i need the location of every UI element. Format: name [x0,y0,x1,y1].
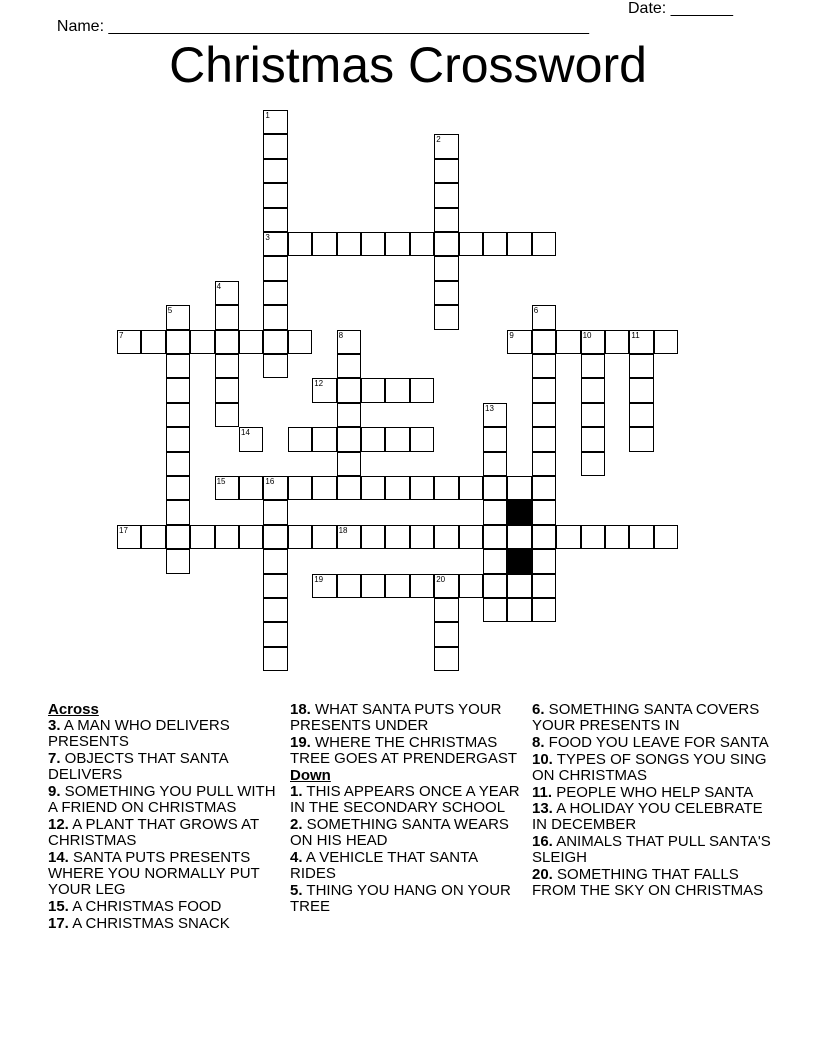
grid-cell[interactable] [263,574,287,598]
grid-cell[interactable] [263,208,287,232]
grid-cell[interactable] [263,476,287,500]
grid-cell[interactable] [263,134,287,158]
grid-cell[interactable] [556,525,580,549]
clue-number-label: 6. [532,701,545,718]
grid-cell[interactable] [434,574,458,598]
clue-text: OBJECTS THAT SANTA DELIVERS [48,750,228,784]
grid-cell[interactable] [215,525,239,549]
clue-number: 15 [216,477,226,486]
grid-cell[interactable] [263,354,287,378]
grid-cell[interactable] [361,525,385,549]
clue-number: 2 [436,135,441,145]
clue-text: A HOLIDAY YOU CELEBRATE IN DECEMBER [532,800,763,834]
grid-cell[interactable] [654,330,678,354]
grid-cell[interactable] [483,427,507,451]
grid-cell[interactable] [337,574,361,598]
grid-cell[interactable] [532,525,556,549]
grid-cell[interactable] [434,232,458,256]
grid-cell[interactable] [166,354,190,378]
grid-cell[interactable] [434,598,458,622]
grid-cell[interactable] [337,232,361,256]
grid-cell[interactable] [190,330,214,354]
grid-cell[interactable] [215,305,239,329]
grid-cell[interactable] [312,525,336,549]
grid-cell[interactable] [385,232,409,256]
grid-cell[interactable] [337,330,361,354]
grid-cell[interactable] [263,305,287,329]
clue-number-label: 17. [48,914,69,932]
clue-text: A CHRISTMAS FOOD [68,897,222,915]
down-clue [532,867,772,899]
clue-number-label: 11. [532,783,553,801]
clue-number-label: 14. [48,848,69,866]
grid-cell[interactable] [263,525,287,549]
grid-cell[interactable] [166,403,190,427]
grid-cell[interactable] [215,330,239,354]
grid-cell[interactable] [288,476,312,500]
grid-cell[interactable] [532,427,556,451]
clue-number-label: 12. [48,815,69,833]
clue-number: 11 [631,330,640,340]
clue-number-label: 16. [532,833,553,851]
down-clue [290,883,520,915]
grid-cell[interactable] [263,500,287,524]
page-title: Christmas Crossword [169,37,647,93]
down-clue [290,817,520,849]
grid-cell[interactable] [507,232,531,256]
grid-cell[interactable] [581,354,605,378]
grid-cell[interactable] [288,330,312,354]
clue-number: 6 [533,306,539,316]
grid-cell[interactable] [361,232,385,256]
grid-cell[interactable] [288,232,312,256]
grid-cell[interactable] [581,403,605,427]
grid-cell[interactable] [532,598,556,622]
grid-cell[interactable] [629,354,653,378]
clue-number: 16 [265,477,275,486]
clue-number: 14 [241,428,250,438]
down-heading: Down [290,766,331,784]
clue-number: 4 [216,281,222,291]
grid-cell[interactable] [410,232,434,256]
clue-number: 5 [167,306,173,316]
clue-text: A PLANT THAT GROWS AT CHRISTMAS [48,815,259,850]
grid-cell[interactable] [483,476,507,500]
grid-cell[interactable] [483,500,507,524]
grid-cell[interactable] [434,256,458,280]
clue-text: A MAN WHO DELIVERS PRESENTS [48,717,230,751]
clue-text: PEOPLE WHO HELP SANTA [552,783,754,801]
grid-cell[interactable] [507,574,531,598]
clue-number: 8 [338,330,344,340]
grid-cell[interactable] [581,452,605,476]
grid-cell[interactable] [483,403,507,427]
grid-cell[interactable] [532,330,556,354]
clue-number-label: 5. [290,881,303,899]
grid-cell[interactable] [410,574,434,598]
grid-cell[interactable] [312,427,336,451]
grid-cell[interactable] [263,598,287,622]
clue-number-label: 13. [532,800,553,818]
grid-cell[interactable] [532,305,556,329]
grid-cell[interactable] [483,549,507,573]
clue-number-label: 4. [290,848,303,866]
clue-text: SOMETHING SANTA COVERS YOUR PRESENTS IN [532,701,760,735]
grid-cell[interactable] [581,330,605,354]
across-clue [48,751,278,783]
clue-number: 9 [509,330,514,340]
grid-cell[interactable] [532,403,556,427]
clue-number-label: 8. [532,733,545,751]
across-clue [48,817,278,849]
grid-cell[interactable] [337,452,361,476]
clue-text: WHERE THE CHRISTMAS TREE GOES AT PRENDERGAST [290,733,517,768]
grid-cell[interactable] [263,622,287,646]
clue-number: 13 [485,403,494,413]
grid-cell[interactable] [288,427,312,451]
clue-number-label: 20. [532,866,553,884]
down-clue [532,785,772,801]
across-clue [48,784,278,816]
grid-cell[interactable] [629,427,653,451]
clue-number: 18 [338,525,348,535]
grid-cell[interactable] [166,452,190,476]
down-clue [290,784,520,816]
down-clue [532,752,772,784]
grid-cell[interactable] [385,525,409,549]
grid-cell[interactable] [459,476,483,500]
grid-cell[interactable] [581,525,605,549]
grid-cell[interactable] [532,500,556,524]
down-clue [532,702,772,734]
clue-number: 10 [582,330,592,340]
grid-cell[interactable] [263,256,287,280]
grid-cell[interactable] [483,598,507,622]
grid-cell[interactable] [117,525,141,549]
clue-number-label: 18. [290,701,311,718]
grid-cell[interactable] [288,525,312,549]
grid-cell[interactable] [239,330,263,354]
grid-cell[interactable] [239,427,263,451]
grid-cell[interactable] [434,159,458,183]
grid-cell[interactable] [166,549,190,573]
grid-cell[interactable] [434,281,458,305]
clue-number: 12 [314,379,324,389]
grid-cell[interactable] [629,330,653,354]
clue-number-label: 2. [290,815,303,833]
grid-cell[interactable] [215,476,239,500]
grid-cell[interactable] [337,403,361,427]
grid-cell[interactable] [483,452,507,476]
clue-text: SOMETHING THAT FALLS FROM THE SKY ON CHRISTMAS [532,866,764,900]
grid-cell[interactable] [532,232,556,256]
down-clue [532,801,772,833]
grid-cell[interactable] [166,525,190,549]
grid-cell[interactable] [507,476,531,500]
clue-text: WHAT SANTA PUTS YOUR PRESENTS UNDER [290,701,502,735]
clue-text: A VEHICLE THAT SANTA RIDES [290,848,478,883]
grid-cell[interactable] [239,525,263,549]
clue-number: 1 [265,111,270,120]
grid-cell[interactable] [385,476,409,500]
clue-text: THING YOU HANG ON YOUR TREE [290,881,511,915]
grid-cell[interactable] [215,354,239,378]
down-clue [290,850,520,882]
grid-cell[interactable] [263,281,287,305]
across-clue [48,916,278,932]
grid-cell[interactable] [532,476,556,500]
clue-text: SOMETHING YOU PULL WITH A FRIEND ON CHRISTMAS [48,783,276,817]
clue-number-label: 10. [532,750,553,768]
grid-cell[interactable] [507,598,531,622]
grid-cell[interactable] [410,427,434,451]
grid-cell[interactable] [361,476,385,500]
grid-cell[interactable] [434,647,458,671]
across-clue [48,718,278,750]
clue-text: FOOD YOU LEAVE FOR SANTA [544,733,769,751]
clue-number-label: 15. [48,897,69,915]
grid-cell[interactable] [532,574,556,598]
down-clue [532,735,772,751]
clue-text: SOMETHING SANTA WEARS ON HIS HEAD [290,815,509,850]
grid-cell[interactable] [215,403,239,427]
grid-cell[interactable] [507,330,531,354]
clue-number: 7 [119,330,124,340]
grid-cell[interactable] [434,622,458,646]
grid-cell[interactable] [166,378,190,402]
name-field-label: Name: ______________________________________________________ [56,18,589,35]
across-clue [48,899,278,915]
grid-cell[interactable] [459,525,483,549]
clue-number-label: 19. [290,733,311,751]
grid-cell[interactable] [483,525,507,549]
clue-number-label: 9. [48,783,61,801]
grid-cell[interactable] [166,330,190,354]
grid-cell[interactable] [629,378,653,402]
grid-cell[interactable] [312,378,336,402]
date-field-label: Date: _______ [628,0,733,17]
clue-number-label: 3. [48,717,61,735]
grid-cell[interactable] [459,574,483,598]
grid-cell[interactable] [507,525,531,549]
grid-cell[interactable] [532,452,556,476]
grid-cell[interactable] [312,574,336,598]
grid-cell[interactable] [215,378,239,402]
grid-cell[interactable] [410,525,434,549]
grid-cell[interactable] [532,354,556,378]
clue-number: 3 [265,233,270,242]
grid-cell[interactable] [263,549,287,573]
grid-cell[interactable] [483,574,507,598]
grid-cell[interactable] [190,525,214,549]
grid-cell[interactable] [337,525,361,549]
clue-number: 19 [314,574,324,584]
grid-cell[interactable] [337,354,361,378]
grid-cell[interactable] [434,134,458,158]
black-square [507,549,531,573]
grid-cell[interactable] [434,183,458,207]
black-square [507,500,531,524]
grid-cell[interactable] [337,378,361,402]
grid-cell[interactable] [434,476,458,500]
grid-cell[interactable] [361,574,385,598]
clue-number: 20 [436,574,446,584]
grid-cell[interactable] [263,330,287,354]
clue-number-label: 7. [48,750,61,768]
clues-column-2 [290,702,520,916]
down-clue [532,834,772,866]
grid-cell[interactable] [605,330,629,354]
across-clue [290,735,520,767]
grid-cell[interactable] [434,525,458,549]
grid-cell[interactable] [385,574,409,598]
grid-cell[interactable] [263,110,287,134]
grid-cell[interactable] [629,403,653,427]
grid-cell[interactable] [166,427,190,451]
clues-column-3 [532,702,772,900]
grid-cell[interactable] [166,305,190,329]
across-clue [48,850,278,899]
grid-cell[interactable] [532,378,556,402]
grid-cell[interactable] [483,232,507,256]
clue-text: SANTA PUTS PRESENTS WHERE YOU NORMALLY PUT YOUR LEG [48,848,260,899]
grid-cell[interactable] [263,159,287,183]
across-heading: Across [48,701,99,718]
grid-cell[interactable] [312,476,336,500]
across-clue [290,702,520,734]
clue-text: THIS APPEARS ONCE A YEAR IN THE SECONDARY SCHOOL [290,783,520,817]
grid-cell[interactable] [141,330,165,354]
grid-cell[interactable] [166,500,190,524]
grid-cell[interactable] [434,305,458,329]
clues-column-1 [48,702,278,932]
grid-cell[interactable] [581,378,605,402]
grid-cell[interactable] [263,232,287,256]
grid-cell[interactable] [263,647,287,671]
grid-cell[interactable] [410,476,434,500]
grid-cell[interactable] [117,330,141,354]
clue-number-label: 1. [290,783,303,801]
grid-cell[interactable] [215,281,239,305]
grid-cell[interactable] [361,427,385,451]
clue-number: 17 [119,525,128,535]
grid-cell[interactable] [166,476,190,500]
grid-cell[interactable] [605,525,629,549]
grid-cell[interactable] [385,427,409,451]
grid-cell[interactable] [532,549,556,573]
clue-text: TYPES OF SONGS YOU SING ON CHRISTMAS [532,750,767,784]
grid-cell[interactable] [581,427,605,451]
grid-cell[interactable] [312,232,336,256]
grid-cell[interactable] [385,378,409,402]
grid-cell[interactable] [654,525,678,549]
grid-cell[interactable] [337,427,361,451]
clue-text: ANIMALS THAT PULL SANTA'S SLEIGH [532,833,771,867]
grid-cell[interactable] [239,476,263,500]
clue-text: A CHRISTMAS SNACK [68,914,230,932]
grid-cell[interactable] [361,378,385,402]
grid-cell[interactable] [263,183,287,207]
grid-cell[interactable] [410,378,434,402]
grid-cell[interactable] [337,476,361,500]
grid-cell[interactable] [141,525,165,549]
grid-cell[interactable] [629,525,653,549]
grid-cell[interactable] [459,232,483,256]
grid-cell[interactable] [556,330,580,354]
grid-cell[interactable] [434,208,458,232]
